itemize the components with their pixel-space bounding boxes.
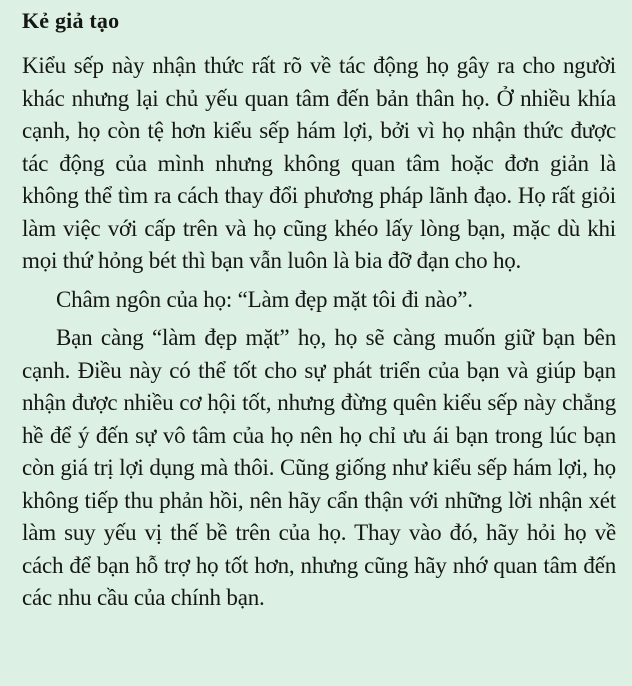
paragraph-motto: Châm ngôn của họ: “Làm đẹp mặt tôi đi nào”. [56, 286, 473, 312]
paragraph-intro: Kiểu sếp này nhận thức rất rõ về tác động họ gây ra cho người khác nhưng lại chủ yếu quan tâm đến bản thân họ. Ở nhiều khía cạnh, họ còn tệ hơn kiểu sếp hám lợi, bởi vì họ nhận thức được tác động của mình nhưng không quan tâm hoặc đơn giản là không thể tìm ra cách thay đổi phương pháp lãnh đạo. Họ rất giỏi làm việc với cấp trên và họ cũng khéo lấy lòng bạn, mặc dù khi mọi thứ hỏng bét thì bạn vẫn luôn là bia đỡ đạn cho họ. [22, 53, 616, 273]
paragraph-advice: Bạn càng “làm đẹp mặt” họ, họ sẽ càng muốn giữ bạn bên cạnh. Điều này có thể tốt cho sự phát triển của bạn và giúp bạn nhận được nhiều cơ hội tốt, nhưng đừng quên kiểu sếp này chẳng hề để ý đến sự vô tâm của họ nên họ chỉ ưu ái bạn trong lúc bạn còn giá trị lợi dụng mà thôi. Cũng giống như kiểu sếp hám lợi, họ không tiếp thu phản hồi, nên hãy cẩn thận với những lời nhận xét làm suy yếu vị thế bề trên của họ. Thay vào đó, hãy hỏi họ về cách để bạn hỗ trợ họ tốt hơn, nhưng cũng hãy nhớ quan tâm đến các nhu cầu của chính bạn. [22, 325, 616, 610]
section-heading: Kẻ giả tạo [22, 8, 120, 33]
